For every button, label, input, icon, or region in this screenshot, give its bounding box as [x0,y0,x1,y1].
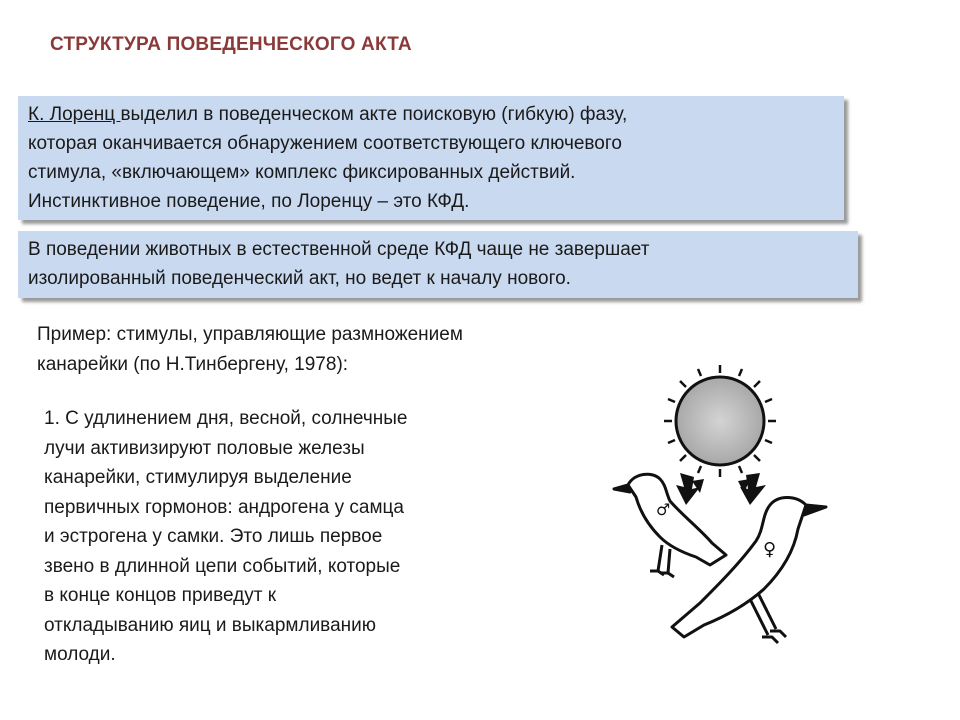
item-line-4: первичных гормонов: андрогена у самца [44,496,404,518]
example-item-1 [44,404,524,670]
natural-behavior-line-2: изолированный поведенческий акт, но ведет к началу нового. [28,268,571,289]
item-line-1: 1. С удлинением дня, весной, солнечные [44,408,408,429]
item-line-7: в конце концов приведут к [44,585,277,606]
example-intro [37,320,597,380]
lorenz-textbox [18,96,844,220]
lorenz-line-1 [28,100,834,129]
slide-title: СТРУКТУРА ПОВЕДЕНЧЕСКОГО АКТА [50,34,412,55]
female-canary-icon [672,498,826,644]
male-symbol: ♂ [656,500,671,519]
item-line-3: канарейки, стимулируя выделение [44,467,352,488]
item-line-8: откладыванию яиц и выкармливанию [44,614,376,636]
example-line-2: канарейки (по Н.Тинбергену, 1978): [37,354,349,375]
item-line-5: и эстрогена у самки. Это лишь первое [44,526,383,547]
lorenz-line-2: которая оканчивается обнаружением соответствующего ключевого [28,133,622,154]
item-line-9: молоди. [44,644,116,665]
lorenz-line-1-text: выделил в поведенческом акте поисковую (гибкую) фазу, [120,104,628,125]
male-canary-icon [614,474,726,577]
sunlight-arrow-right-icon [738,473,766,505]
female-symbol: ♀ [763,539,777,560]
sun-icon [664,365,776,477]
natural-behavior-line-1: В поведении животных в естественной среде КФД чаще не завершает [28,239,650,260]
item-line-6: звено в длинной цепи событий, которые [44,555,401,577]
lorenz-author: К. Лоренц [28,104,121,125]
canary-illustration [600,365,840,655]
natural-behavior-textbox [18,231,858,298]
lorenz-line-4: Инстинктивное поведение, по Лоренцу – это КФД. [28,191,470,212]
lorenz-line-3: стимула, «включающем» комплекс фиксированных действий. [28,162,576,183]
example-line-1: Пример: стимулы, управляющие размножением [37,324,463,345]
sunlight-arrow-left-icon [676,473,704,505]
item-line-2: лучи активизируют половые железы [44,437,365,459]
